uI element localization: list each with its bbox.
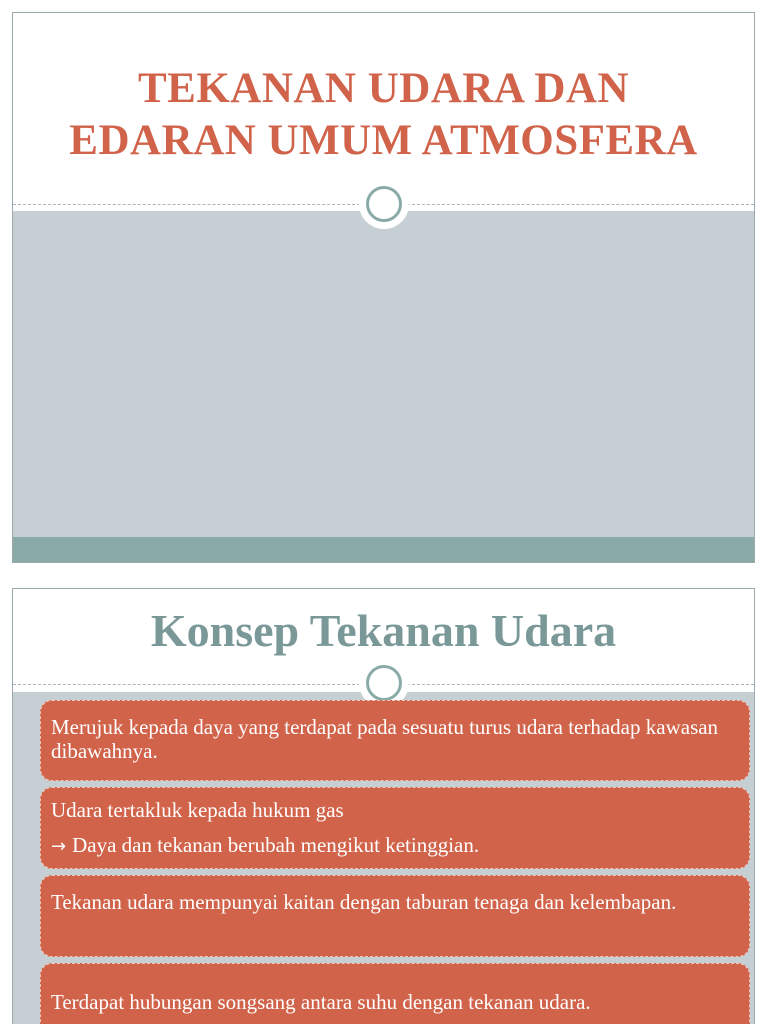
point-text: Udara tertakluk kepada hukum gas: [51, 798, 344, 822]
point-box-1: [40, 700, 750, 781]
slide-title-heading: [69, 53, 697, 167]
point-text: Tekanan udara mempunyai kaitan dengan taburan tenaga dan kelembapan.: [51, 890, 677, 914]
slide-content: [12, 588, 755, 1024]
right-arrow-icon: →: [51, 836, 67, 857]
subtitle-panel: [13, 211, 754, 537]
title-area: [13, 13, 754, 207]
slide-title: [12, 12, 755, 563]
footer-band: [13, 537, 754, 563]
point-box-3: [40, 875, 750, 957]
point-text: Merujuk kepada daya yang terdapat pada sesuatu turus udara terhadap kawasan dibawahnya.: [51, 715, 719, 763]
title-line-2: EDARAN UMUM ATMOSFERA: [69, 117, 698, 164]
point-text: Terdapat hubungan songsang antara suhu dengan tekanan udara.: [51, 990, 591, 1014]
point-box-4: [40, 963, 750, 1024]
title-line-1: TEKANAN UDARA DAN: [137, 65, 630, 112]
point-subtext: Daya dan tekanan berubah mengikut ketinggian.: [72, 833, 480, 857]
point-box-2: [40, 787, 750, 869]
circle-ornament-icon: [359, 179, 409, 229]
slide-heading: Konsep Tekanan Udara: [150, 604, 617, 656]
